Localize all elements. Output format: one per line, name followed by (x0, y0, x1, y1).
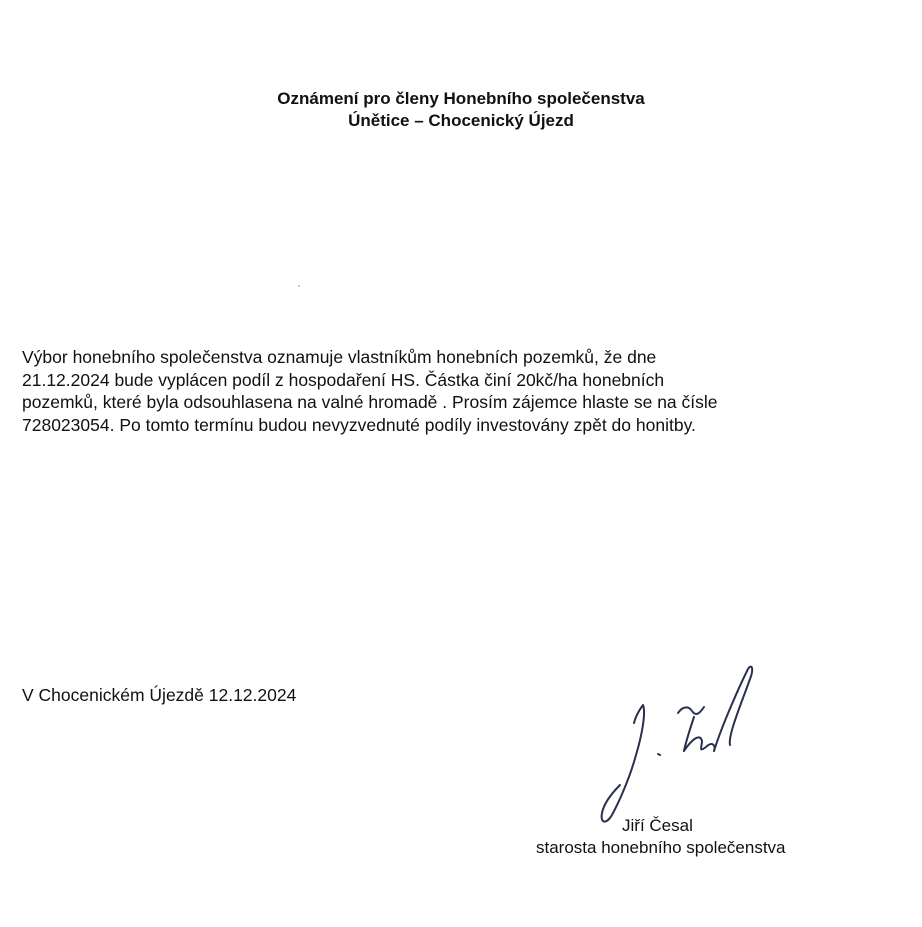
body-line-4: 728023054. Po tomto termínu budou nevyzvednuté podíly investovány zpět do honitby. (22, 414, 696, 435)
signer-block (536, 815, 856, 859)
signature-dot (658, 754, 660, 755)
signature-stroke-rest (684, 737, 715, 751)
signature-stroke-l (714, 667, 752, 751)
place-and-date: V Chocenickém Újezdě 12.12.2024 (22, 685, 297, 705)
signature-stroke-t-stem (684, 717, 694, 751)
signature-stroke-j (602, 705, 644, 822)
title-line-2: Únětice – Chocenický Újezd (348, 111, 574, 130)
signature-stroke-t-bar (678, 707, 704, 714)
title-line-1: Oznámení pro členy Honebního společenstva (277, 89, 645, 108)
signer-role: starosta honebního společenstva (536, 838, 786, 857)
signer-name: Jiří Česal (622, 816, 693, 835)
announcement-body (22, 346, 902, 436)
scan-speck (298, 285, 300, 287)
body-line-1: Výbor honebního společenstva oznamuje vlastníkům honebních pozemků, že dne (22, 347, 657, 367)
body-line-3: pozemků, které byla odsouhlasena na valné hromadě . Prosím zájemce hlaste se na čísle (22, 392, 718, 412)
body-line-2: 21.12.2024 bude vyplácen podíl z hospodaření HS. Částka činí 20kč/ha honebních (22, 369, 665, 390)
handwritten-signature (590, 655, 780, 830)
document-title (0, 88, 922, 132)
